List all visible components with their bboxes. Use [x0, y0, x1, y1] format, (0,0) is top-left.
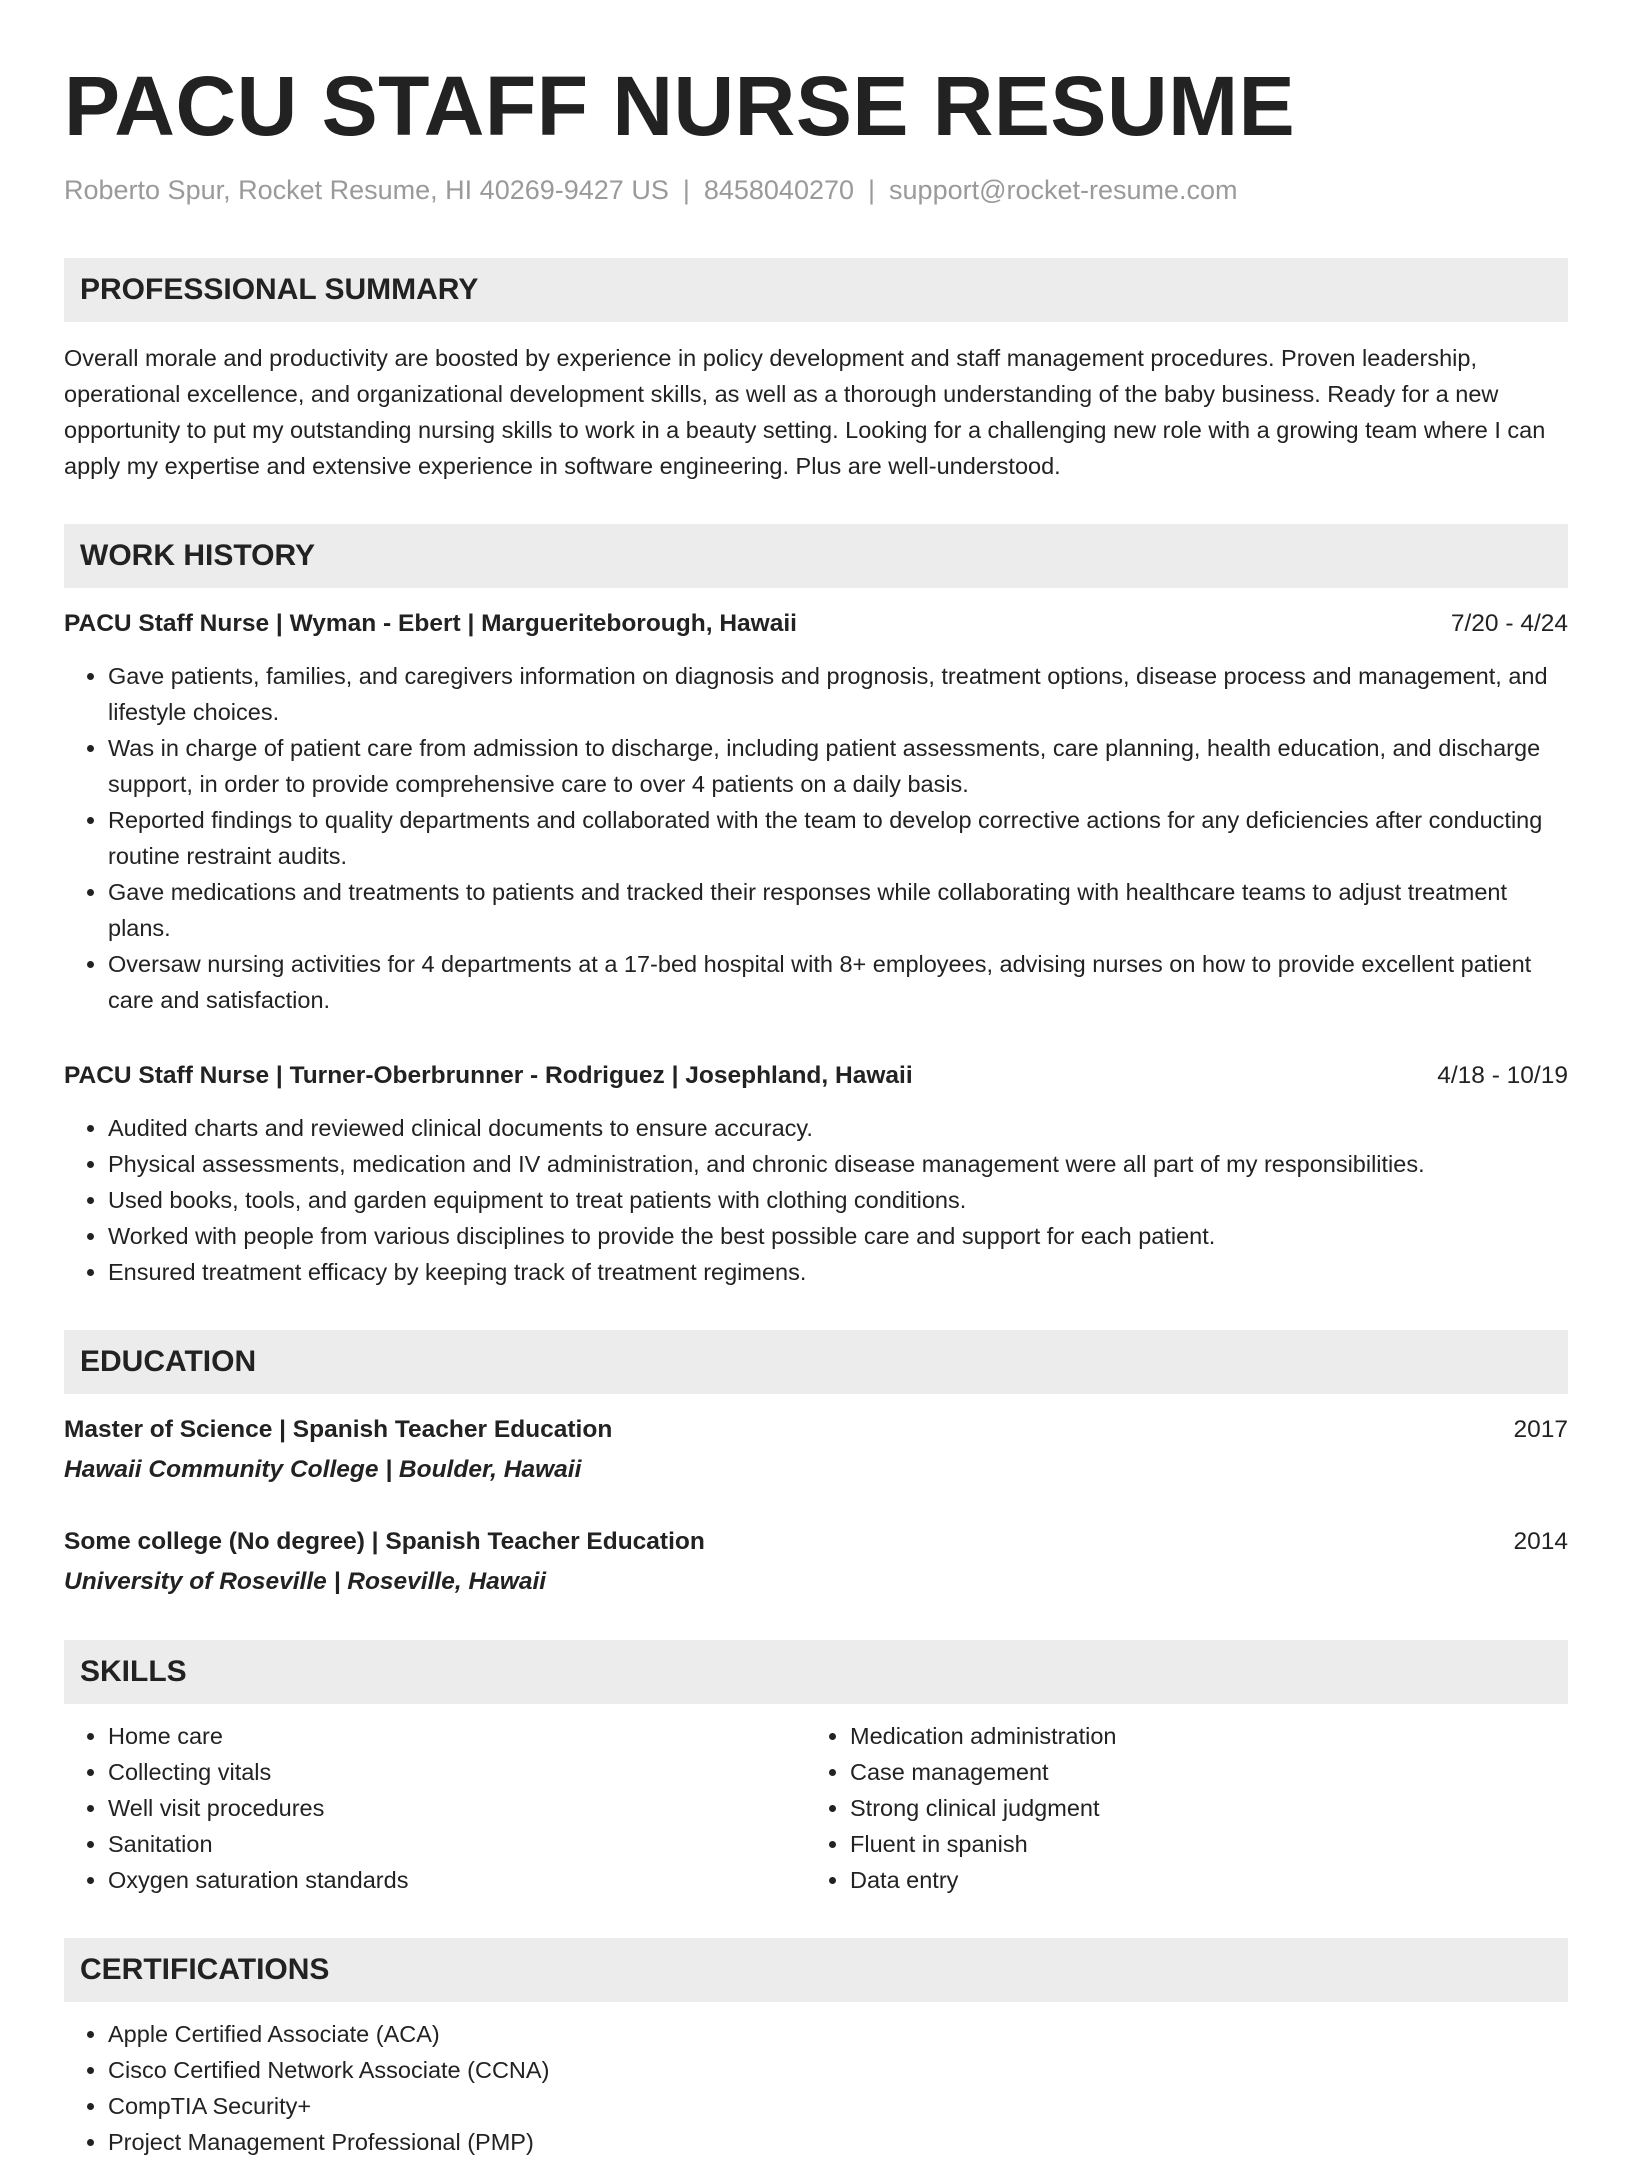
- certifications-section: [64, 2016, 1568, 2160]
- job-title: PACU Staff Nurse | Turner-Oberbrunner - Rodriguez | Josephland, Hawaii: [64, 1062, 913, 1089]
- skill-item: • Fluent in spanish: [850, 1826, 1548, 1862]
- job-header: [64, 606, 1568, 642]
- contact-line: [64, 172, 1568, 208]
- job-bullet: • Physical assessments, medication and IV administration, and chronic disease management were all part of my responsibilities.: [108, 1146, 1568, 1182]
- education-degree: Some college (No degree) | Spanish Teacher Education: [64, 1528, 705, 1555]
- skill-item: • Oxygen saturation standards: [108, 1862, 806, 1898]
- skill-item: • Data entry: [850, 1862, 1548, 1898]
- contact-address: Roberto Spur, Rocket Resume, HI 40269-9427 US: [64, 175, 669, 205]
- contact-email: support@rocket-resume.com: [889, 175, 1238, 205]
- job-entry: [64, 1058, 1568, 1290]
- job-bullet: • Gave medications and treatments to patients and tracked their responses while collaborating with healthcare teams to adjust treatment plans.: [108, 874, 1568, 946]
- skill-item: • Collecting vitals: [108, 1754, 806, 1790]
- summary-heading: PROFESSIONAL SUMMARY: [64, 258, 1568, 322]
- job-dates: 7/20 - 4/24: [1450, 610, 1568, 637]
- contact-separator: |: [682, 175, 690, 205]
- certification-item: • Cisco Certified Network Associate (CCNA): [108, 2052, 1568, 2088]
- skill-item: • Strong clinical judgment: [850, 1790, 1548, 1826]
- job-title: PACU Staff Nurse | Wyman - Ebert | Margueriteborough, Hawaii: [64, 610, 797, 637]
- job-bullet: • Used books, tools, and garden equipment to treat patients with clothing conditions.: [108, 1182, 1568, 1218]
- skill-item: • Sanitation: [108, 1826, 806, 1862]
- job-bullet: • Ensured treatment efficacy by keeping track of treatment regimens.: [108, 1254, 1568, 1290]
- skills-left-list: [64, 1718, 806, 1898]
- education-heading: EDUCATION: [64, 1330, 1568, 1394]
- work-history-heading: WORK HISTORY: [64, 524, 1568, 588]
- job-bullet: • Reported findings to quality departments and collaborated with the team to develop corrective actions for any deficiencies after conducting routine restraint audits.: [108, 802, 1568, 874]
- skills-right-list: [806, 1718, 1548, 1898]
- education-header: [64, 1524, 1568, 1560]
- resume-title: PACU STAFF NURSE RESUME: [64, 59, 1296, 153]
- job-bullet: • Was in charge of patient care from admission to discharge, including patient assessments, care planning, health education, and discharge support, in order to provide comprehensive care to over 4 patients on a daily basis.: [108, 730, 1568, 802]
- skill-item: • Well visit procedures: [108, 1790, 806, 1826]
- education-header: [64, 1412, 1568, 1448]
- education-entry: [64, 1412, 1568, 1488]
- certification-item: • CompTIA Security+: [108, 2088, 1568, 2124]
- job-bullet: • Worked with people from various disciplines to provide the best possible care and support for each patient.: [108, 1218, 1568, 1254]
- job-bullet: • Gave patients, families, and caregivers information on diagnosis and prognosis, treatment options, disease process and management, and lifestyle choices.: [108, 658, 1568, 730]
- job-header: [64, 1058, 1568, 1094]
- certification-item: • Project Management Professional (PMP): [108, 2124, 1568, 2160]
- job-bullet: • Audited charts and reviewed clinical documents to ensure accuracy.: [108, 1110, 1568, 1146]
- skill-item: • Home care: [108, 1718, 806, 1754]
- skill-item: • Medication administration: [850, 1718, 1548, 1754]
- job-bullets: [64, 1110, 1568, 1290]
- education-year: 2017: [1513, 1416, 1568, 1443]
- certifications-heading: CERTIFICATIONS: [64, 1938, 1568, 2002]
- skills-heading: SKILLS: [64, 1640, 1568, 1704]
- job-dates: 4/18 - 10/19: [1437, 1062, 1568, 1089]
- summary-text: Overall morale and productivity are boosted by experience in policy development and staff management procedures. Proven leadership, operational excellence, and organizational development skills, as well as a thorough understanding of the baby business. Ready for a new opportunity to put my outstanding nursing skills to work in a beauty setting. Looking for a challenging new role with a growing team where I can apply my expertise and extensive experience in software engineering. Plus are well-understood.: [64, 345, 1546, 479]
- job-bullets: [64, 658, 1568, 1018]
- education-degree: Master of Science | Spanish Teacher Education: [64, 1416, 613, 1443]
- education-entry: [64, 1524, 1568, 1600]
- job-bullet: • Oversaw nursing activities for 4 departments at a 17-bed hospital with 8+ employees, advising nurses on how to provide excellent patient care and satisfaction.: [108, 946, 1568, 1018]
- skill-item: • Case management: [850, 1754, 1548, 1790]
- certifications-list: [64, 2016, 1568, 2160]
- skills-columns: [64, 1718, 1568, 1898]
- contact-phone: 8458040270: [703, 175, 855, 205]
- contact-separator: |: [868, 175, 876, 205]
- education-school: University of Roseville | Roseville, Hawaii: [64, 1568, 547, 1595]
- education-school: Hawaii Community College | Boulder, Hawaii: [64, 1456, 582, 1483]
- education-year: 2014: [1513, 1528, 1568, 1555]
- job-entry: [64, 606, 1568, 1018]
- certification-item: • Apple Certified Associate (ACA): [108, 2016, 1568, 2052]
